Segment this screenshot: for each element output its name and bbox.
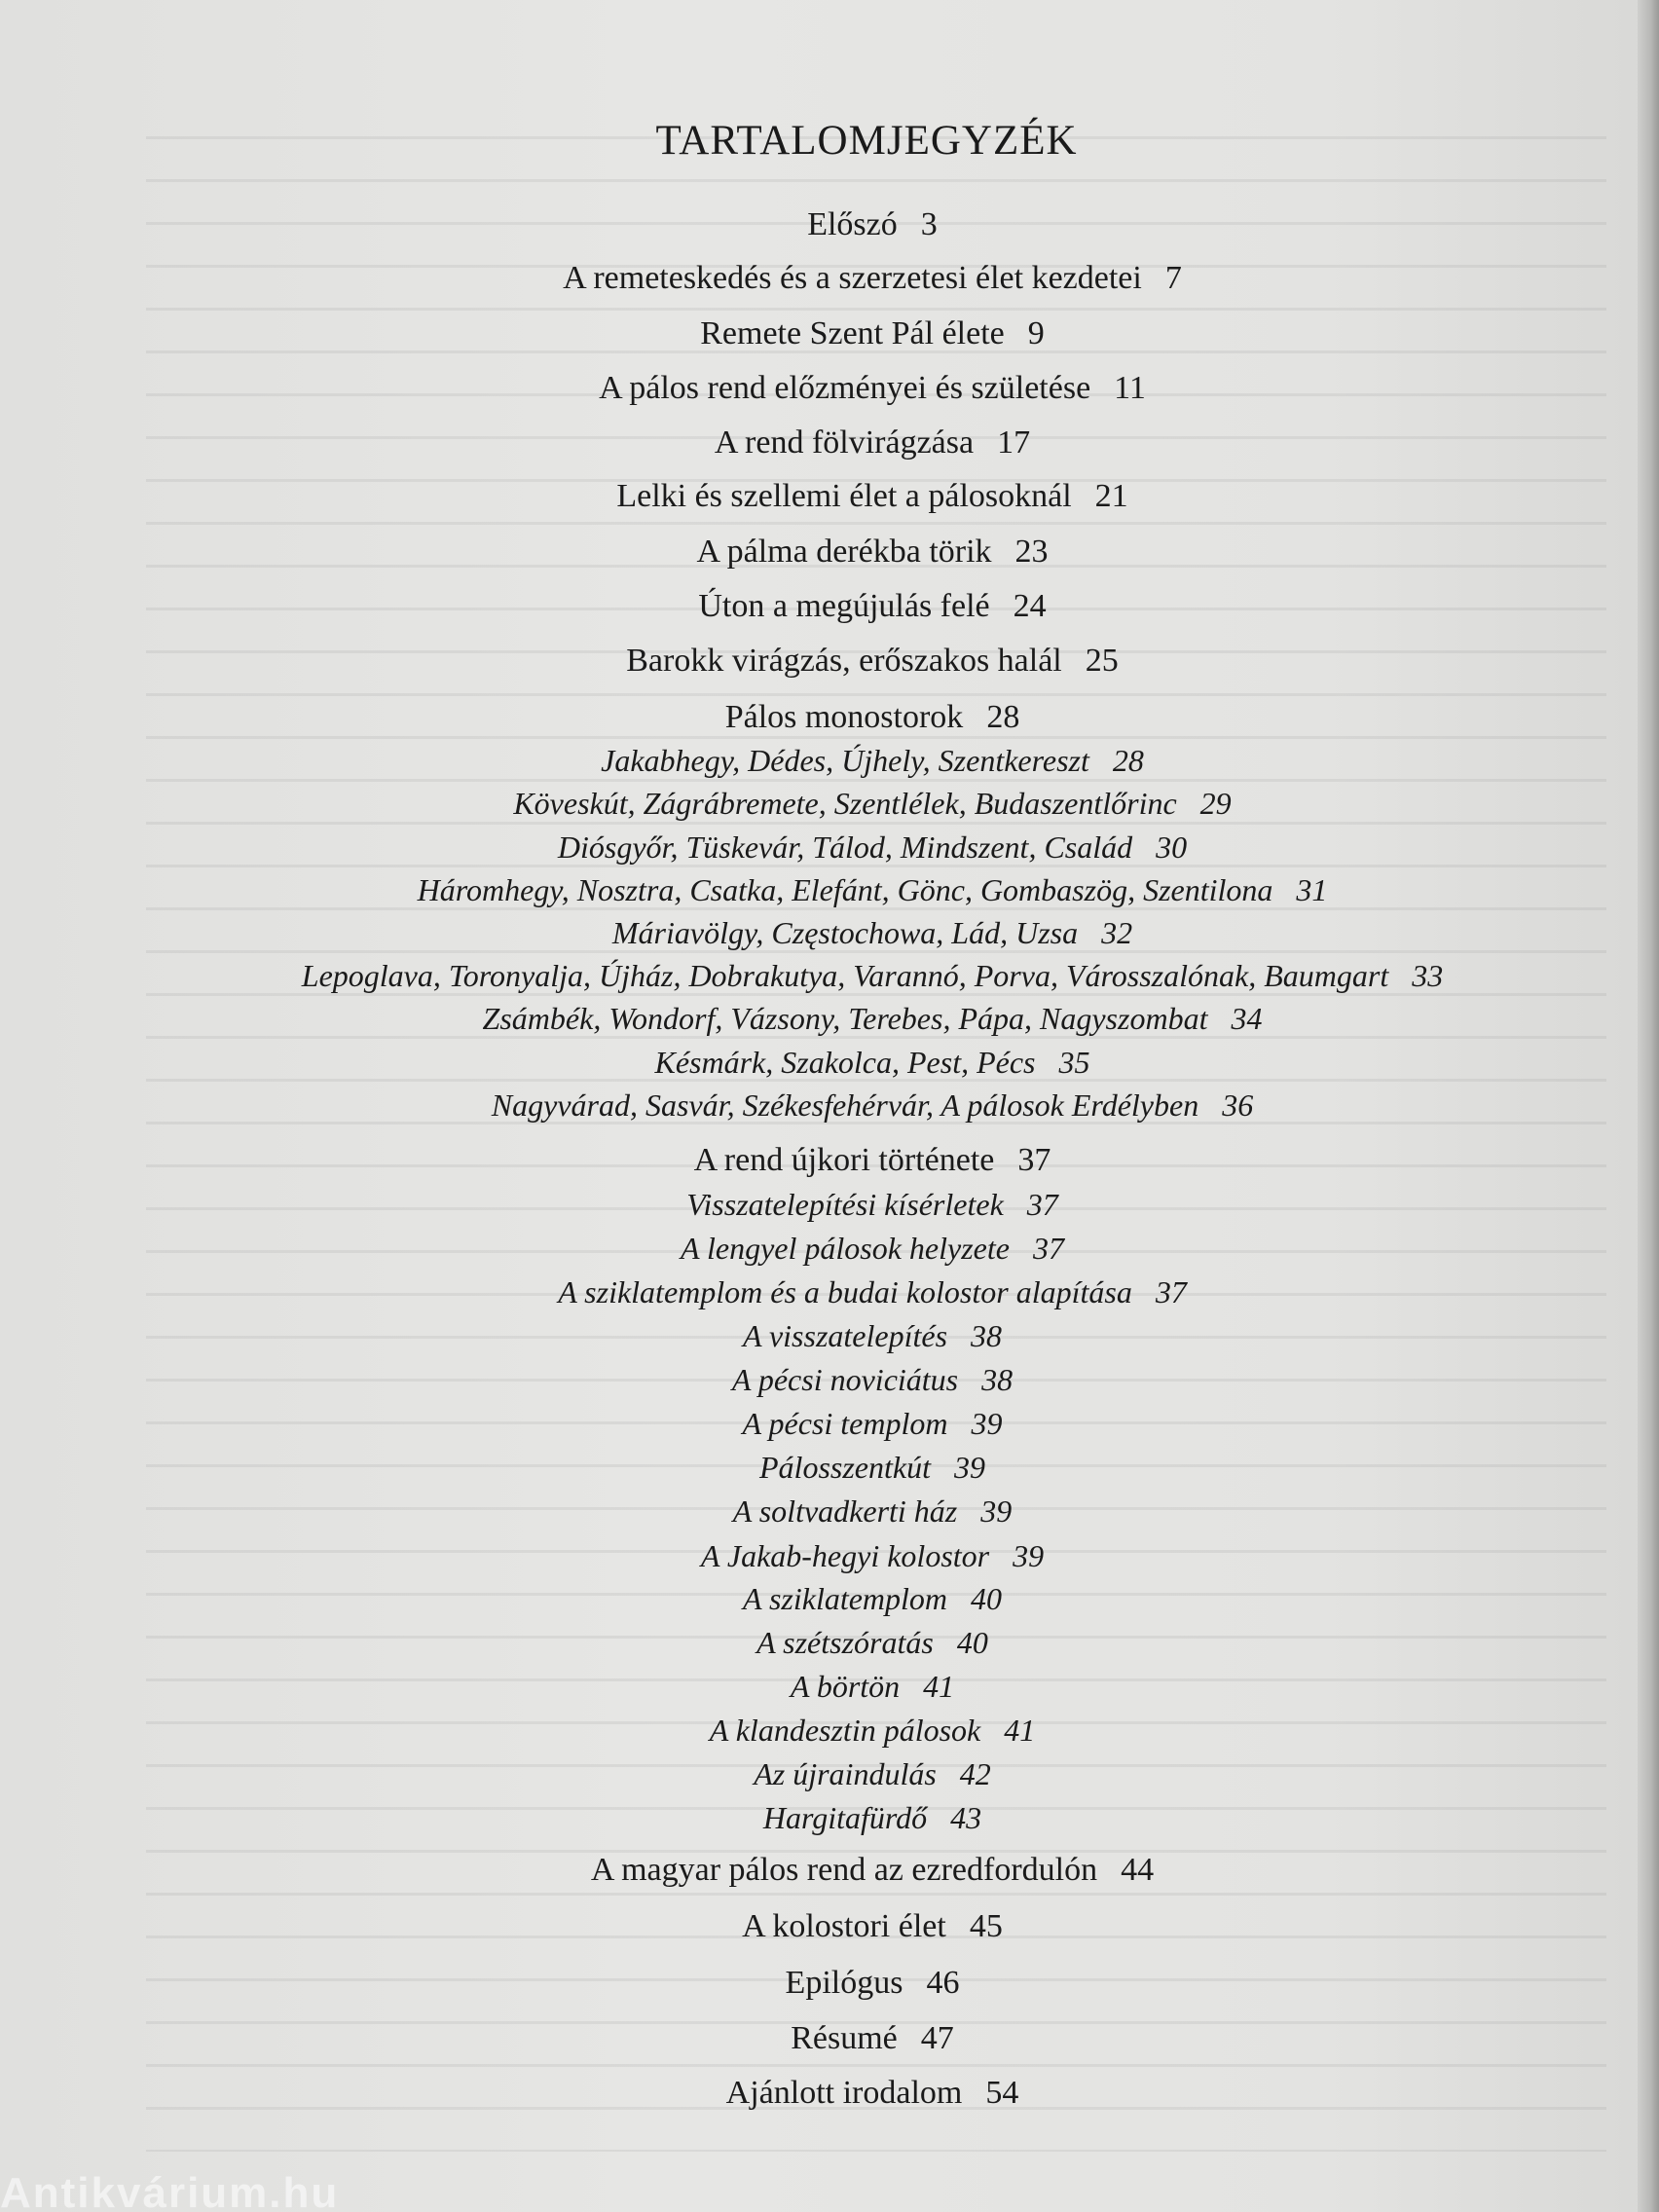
toc-subentry (0, 915, 1659, 951)
toc-subentry (0, 1088, 1659, 1124)
toc-subentry (0, 1756, 1659, 1792)
toc-entry-label: Jakabhegy, Dédes, Újhely, Szentkereszt (601, 743, 1089, 778)
toc-entry-page: 54 (985, 2075, 1019, 2111)
toc-entry-page: 17 (997, 424, 1031, 461)
toc-subentry (0, 1493, 1659, 1530)
toc-entry-page: 36 (1222, 1088, 1254, 1123)
toc-subentry (0, 830, 1659, 866)
toc-entry (0, 643, 1659, 680)
toc-entry-page: 28 (1112, 743, 1144, 778)
toc-entry (0, 1852, 1659, 1889)
toc-subentry (0, 1406, 1659, 1442)
toc-entry-label: Résumé (791, 2020, 898, 2056)
toc-entry-label: A pálos rend előzményei és születése (599, 370, 1091, 406)
toc-entry (0, 315, 1659, 352)
toc-entry-label: A sziklatemplom és a budai kolostor alapítása (558, 1274, 1132, 1309)
toc-entry-label: Köveskút, Zágrábremete, Szentlélek, Budaszentlőrinc (513, 786, 1177, 821)
toc-entry-page: 24 (1013, 588, 1047, 624)
toc-entry (0, 588, 1659, 625)
toc-subentry (0, 1581, 1659, 1617)
toc-entry-page: 42 (959, 1756, 991, 1791)
toc-entry-label: Lepoglava, Toronyalja, Újház, Dobrakutya, Varannó, Porva, Városszalónak, Baumgart (301, 958, 1389, 993)
toc-entry-label: Hargitafürdő (762, 1800, 928, 1835)
toc-subentry (0, 1045, 1659, 1081)
toc-entry-page: 37 (1155, 1274, 1187, 1309)
toc-entry (0, 206, 1659, 243)
toc-entry (0, 2075, 1659, 2112)
toc-entry (0, 534, 1659, 571)
toc-entry-label: Ajánlott irodalom (725, 2075, 963, 2111)
toc-entry (0, 478, 1659, 515)
toc-entry-page: 33 (1412, 958, 1444, 993)
toc-entry-label: A rend fölvirágzása (714, 424, 975, 461)
toc-entry-page: 44 (1121, 1852, 1155, 1888)
toc-entry-label: A pécsi templom (742, 1406, 948, 1441)
toc-entry-page: 38 (981, 1362, 1014, 1397)
toc-entry-page: 21 (1094, 478, 1128, 514)
toc-subentry (0, 1538, 1659, 1574)
toc-entry (0, 2020, 1659, 2057)
toc-entry-page: 41 (923, 1669, 955, 1704)
toc-entry-label: A pálma derékba törik (696, 534, 992, 570)
toc-entry-label: A klandesztin pálosok (709, 1713, 981, 1748)
toc-entry-label: Pálos monostorok (724, 699, 964, 735)
toc-subentry (0, 1274, 1659, 1310)
toc-entry-label: A lengyel pálosok helyzete (681, 1231, 1010, 1266)
toc-subentry (0, 1318, 1659, 1354)
toc-entry-label: Késmárk, Szakolca, Pest, Pécs (654, 1045, 1036, 1080)
toc-entry-label: A visszatelepítés (742, 1318, 948, 1353)
toc-entry-page: 23 (1014, 534, 1049, 570)
toc-subentry (0, 1669, 1659, 1705)
toc-subentry (0, 872, 1659, 908)
toc-entry-page: 39 (1013, 1538, 1045, 1573)
toc-entry-label: A soltvadkerti ház (732, 1493, 958, 1529)
toc-subentry (0, 1800, 1659, 1836)
toc-subentry (0, 1187, 1659, 1223)
toc-entry-page: 31 (1296, 872, 1328, 907)
toc-entry-page: 45 (969, 1908, 1003, 1944)
toc-entry-label: Úton a megújulás felé (698, 588, 990, 624)
toc-entry-page: 7 (1164, 260, 1182, 296)
toc-subentry (0, 1625, 1659, 1661)
toc-entry-label: Zsámbék, Wondorf, Vázsony, Terebes, Pápa, Nagyszombat (482, 1001, 1208, 1036)
toc-subentry (0, 958, 1659, 994)
toc-entry-page: 35 (1058, 1045, 1090, 1080)
toc-entry-page: 40 (956, 1625, 988, 1660)
toc-entry-label: Epilógus (785, 1965, 903, 2001)
toc-entry-page: 39 (980, 1493, 1013, 1529)
toc-entry-label: Máriavölgy, Częstochowa, Lád, Uzsa (611, 915, 1079, 950)
toc-entry (0, 370, 1659, 407)
toc-entry-page: 29 (1199, 786, 1232, 821)
toc-entry-label: A magyar pálos rend az ezredfordulón (590, 1852, 1098, 1888)
toc-subentry (0, 1001, 1659, 1037)
toc-entry-label: Nagyvárad, Sasvár, Székesfehérvár, A pálosok Erdélyben (491, 1088, 1199, 1123)
toc-subentry (0, 1713, 1659, 1749)
bleed-through-text (146, 107, 1606, 2152)
toc-entry-label: Visszatelepítési kísérletek (686, 1187, 1004, 1222)
toc-entry-page: 47 (920, 2020, 954, 2056)
watermark: Antikvárium.hu (0, 2169, 340, 2212)
toc-entry-label: A Jakab-hegyi kolostor (700, 1538, 990, 1573)
toc-entry-label: A sziklatemplom (742, 1581, 948, 1616)
toc-entry (0, 1965, 1659, 2002)
toc-entry (0, 699, 1659, 736)
toc-entry-page: 39 (953, 1450, 985, 1485)
toc-entry-page: 43 (950, 1800, 982, 1835)
toc-entry-page: 9 (1027, 315, 1045, 351)
page-title: TARTALOMJEGYZÉK (655, 118, 1078, 164)
toc-entry-label: Pálosszentkút (759, 1450, 931, 1485)
toc-entry-page: 46 (926, 1965, 960, 2001)
toc-entry-page: 37 (1032, 1231, 1064, 1266)
toc-entry-page: 40 (971, 1581, 1003, 1616)
toc-entry-page: 37 (1017, 1142, 1051, 1178)
toc-entry-page: 32 (1101, 915, 1133, 950)
toc-entry (0, 260, 1659, 297)
toc-entry-label: Előszó (807, 206, 898, 242)
toc-entry-label: A rend újkori története (693, 1142, 995, 1178)
toc-entry-label: Diósgyőr, Tüskevár, Tálod, Mindszent, Család (557, 830, 1133, 865)
toc-entry-page: 34 (1231, 1001, 1263, 1036)
toc-entry-label: A börtön (790, 1669, 901, 1704)
toc-entry-page: 41 (1004, 1713, 1036, 1748)
toc-subentry (0, 786, 1659, 822)
toc-entry (0, 424, 1659, 461)
toc-entry-label: A szétszóratás (756, 1625, 934, 1660)
toc-subentry (0, 1362, 1659, 1398)
toc-entry (0, 1908, 1659, 1945)
toc-entry-label: Remete Szent Pál élete (700, 315, 1005, 351)
toc-subentry (0, 743, 1659, 779)
toc-entry-page: 3 (920, 206, 938, 242)
toc-entry-page: 39 (971, 1406, 1003, 1441)
toc-entry-page: 11 (1114, 370, 1146, 406)
toc-entry (0, 1142, 1659, 1179)
toc-entry-label: Az újraindulás (754, 1756, 937, 1791)
toc-subentry (0, 1450, 1659, 1486)
toc-entry-page: 37 (1026, 1187, 1058, 1222)
toc-entry-page: 25 (1085, 643, 1119, 679)
toc-entry-label: Háromhegy, Nosztra, Csatka, Elefánt, Gönc, Gombaszög, Szentilona (417, 872, 1273, 907)
toc-entry-label: A pécsi noviciátus (731, 1362, 959, 1397)
toc-entry-label: A kolostori élet (742, 1908, 946, 1944)
toc-subentry (0, 1231, 1659, 1267)
toc-entry-label: Barokk virágzás, erőszakos halál (626, 643, 1062, 679)
toc-entry-page: 38 (971, 1318, 1003, 1353)
toc-entry-page: 30 (1156, 830, 1188, 865)
toc-entry-label: Lelki és szellemi élet a pálosoknál (616, 478, 1072, 514)
toc-entry-page: 28 (986, 699, 1020, 735)
toc-entry-label: A remeteskedés és a szerzetesi élet kezdetei (563, 260, 1142, 296)
